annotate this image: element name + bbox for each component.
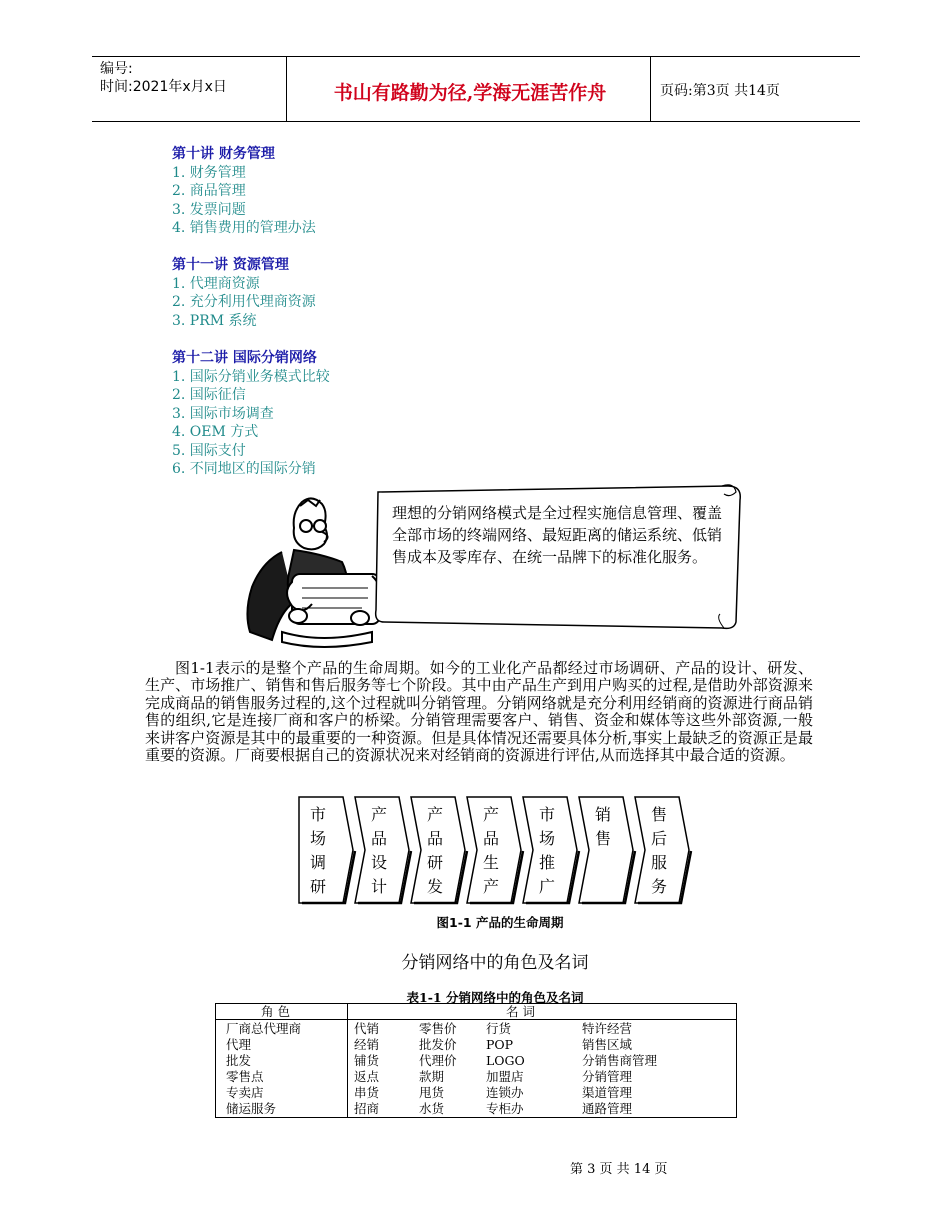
flow-step-char: 场 xyxy=(309,829,326,848)
table-term-cell: 款期 xyxy=(419,1069,445,1084)
flow-step-char: 产 xyxy=(482,805,499,824)
table-role-cell: 零售点 xyxy=(226,1069,264,1084)
lecture-title: 第十一讲 资源管理 xyxy=(172,257,289,273)
table-term-cell: 加盟店 xyxy=(486,1069,524,1084)
flow-step-char: 研 xyxy=(426,853,443,872)
table-term-cell: 行货 xyxy=(486,1021,512,1036)
table-header-role: 角 色 xyxy=(261,1004,290,1019)
flow-step-label xyxy=(588,803,618,851)
table-term-cell: 批发价 xyxy=(419,1037,457,1052)
flow-step-char: 售 xyxy=(594,829,611,848)
flow-step-char: 后 xyxy=(650,829,667,848)
flow-step-label xyxy=(644,803,674,899)
table-term-cell: 零售价 xyxy=(419,1021,457,1036)
table-term-cell: LOGO xyxy=(486,1053,525,1068)
flow-step-char: 研 xyxy=(309,877,326,896)
roles-terms-table xyxy=(215,1003,737,1118)
flow-step-label xyxy=(476,803,506,899)
lecture-item: 2. 充分利用代理商资源 xyxy=(172,294,316,310)
flow-step-char: 市 xyxy=(309,805,326,824)
lecture-title: 第十讲 财务管理 xyxy=(172,146,275,162)
flow-step-char: 品 xyxy=(482,829,499,848)
flow-step-char: 品 xyxy=(370,829,387,848)
table-term-cell: 代销 xyxy=(354,1021,380,1036)
lecture-item: 1. 财务管理 xyxy=(172,164,246,181)
header-top-rule xyxy=(92,56,860,57)
lecture-block-11 xyxy=(172,256,316,330)
flow-step-char: 品 xyxy=(426,829,443,848)
flow-step-char: 产 xyxy=(370,805,387,824)
lecture-block-10 xyxy=(172,145,316,238)
table-term-cell: 特许经营 xyxy=(582,1021,633,1036)
lecture-item: 3. PRM 系统 xyxy=(172,312,257,329)
table-term-cell: 经销 xyxy=(354,1037,380,1052)
table-caption: 表1-1 分销网络中的角色及名词 xyxy=(406,990,584,1005)
table-role-cell: 厂商总代理商 xyxy=(226,1021,302,1036)
table-header-rule xyxy=(216,1019,736,1020)
table-header-terms: 名 词 xyxy=(506,1004,535,1019)
header-time-label: 时间:2021年x月x日 xyxy=(100,79,227,95)
flow-step-char: 销 xyxy=(594,805,611,824)
table-term-cell: 专柜办 xyxy=(486,1101,524,1116)
table-term-cell: 通路管理 xyxy=(582,1101,633,1116)
table-term-cell: 铺货 xyxy=(354,1053,380,1068)
table-column-rule xyxy=(347,1004,348,1117)
table-term-cell: 分销管理 xyxy=(582,1069,633,1084)
lecture-item: 2. 国际征信 xyxy=(172,387,246,403)
page-footer: 第 3 页 共 14 页 xyxy=(570,1162,668,1177)
flow-step-char: 广 xyxy=(538,877,555,896)
header-page-info: 页码:第3页 共14页 xyxy=(660,83,780,99)
table-term-cell: 招商 xyxy=(354,1101,380,1116)
flow-step-char: 场 xyxy=(538,829,555,848)
cartoon-man-icon xyxy=(232,492,392,652)
table-term-cell: 渠道管理 xyxy=(582,1085,633,1100)
header-divider-2 xyxy=(650,57,651,121)
table-role-cell: 批发 xyxy=(226,1053,252,1068)
flow-step-char: 产 xyxy=(482,877,499,896)
table-role-cell: 代理 xyxy=(226,1037,252,1052)
lecture-item: 1. 国际分销业务模式比较 xyxy=(172,368,330,385)
table-term-cell: 甩货 xyxy=(419,1085,445,1100)
lecture-item: 6. 不同地区的国际分销 xyxy=(172,461,316,477)
flow-step-char: 市 xyxy=(538,805,555,824)
flow-step-char: 售 xyxy=(650,805,667,824)
header-number-label: 编号: xyxy=(100,61,133,77)
figure-caption: 图1-1 产品的生命周期 xyxy=(436,915,564,930)
flow-step-label xyxy=(303,803,333,899)
callout-text: 理想的分销网络模式是全过程实施信息管理、覆盖全部市场的终端网络、最短距离的储运系统、低销售成本及零库存、在统一品牌下的标准化服务。 xyxy=(392,504,723,566)
lecture-item: 3. 发票问题 xyxy=(172,201,246,218)
body-paragraph: 图1-1表示的是整个产品的生命周期。如今的工业化产品都经过市场调研、产品的设计、研发、生产、市场推广、销售和售后服务等七个阶段。其中由产品生产到用户购买的过程,是借助外部资源来完成商品的销售服务过程的,这个过程就叫分销管理。分销网络就是充分利用经销商的资源进行商品销售的组织,它是连接厂商和客户的桥梁。分销管理需要客户、销售、资金和媒体等这些外部资源,一般来讲客户资源是其中的最重要的一种资源。但是具体情况还需要具体分析,事实上最缺乏的资源正是最重要的资源。厂商要根据自己的资源状况来对经销商的资源进行评估,从而选择其中最合适的资源。 xyxy=(145,659,813,765)
flow-step-label xyxy=(420,803,450,899)
lecture-block-12 xyxy=(172,349,330,479)
flow-step-char: 产 xyxy=(426,805,443,824)
table-role-cell: 储运服务 xyxy=(226,1101,277,1116)
lecture-title: 第十二讲 国际分销网络 xyxy=(172,350,317,366)
table-term-cell: 代理价 xyxy=(419,1053,457,1068)
header-divider-1 xyxy=(286,57,287,121)
table-term-cell: 水货 xyxy=(419,1101,445,1116)
table-term-cell: 销售区域 xyxy=(582,1037,633,1052)
table-term-cell: 串货 xyxy=(354,1085,380,1100)
lecture-item: 4. OEM 方式 xyxy=(172,424,259,440)
lecture-item: 4. 销售费用的管理办法 xyxy=(172,220,316,236)
lecture-item: 5. 国际支付 xyxy=(172,442,246,459)
flow-step-label xyxy=(532,803,562,899)
table-term-cell: POP xyxy=(486,1037,514,1052)
flow-step-char: 发 xyxy=(426,877,443,896)
table-term-cell: 分销售商管理 xyxy=(582,1053,658,1068)
header-motto: 书山有路勤为径,学海无涯苦作舟 xyxy=(333,82,607,104)
table-role-cell: 专卖店 xyxy=(226,1085,264,1100)
table-term-cell: 返点 xyxy=(354,1069,380,1084)
flow-step-char: 调 xyxy=(309,853,326,872)
flow-step-char: 生 xyxy=(482,853,499,872)
lecture-item: 2. 商品管理 xyxy=(172,183,246,199)
flow-step-char: 设 xyxy=(370,853,387,872)
header-bottom-rule xyxy=(92,121,860,122)
flow-step-char: 计 xyxy=(370,877,387,896)
flow-step-char: 务 xyxy=(650,877,667,896)
flow-step-label xyxy=(364,803,394,899)
section-title: 分销网络中的角色及名词 xyxy=(401,953,589,973)
lecture-item: 1. 代理商资源 xyxy=(172,275,260,292)
flow-step-char: 服 xyxy=(650,853,667,872)
flow-step-char: 推 xyxy=(538,853,555,872)
table-term-cell: 连锁办 xyxy=(486,1085,524,1100)
lecture-item: 3. 国际市场调查 xyxy=(172,405,274,422)
